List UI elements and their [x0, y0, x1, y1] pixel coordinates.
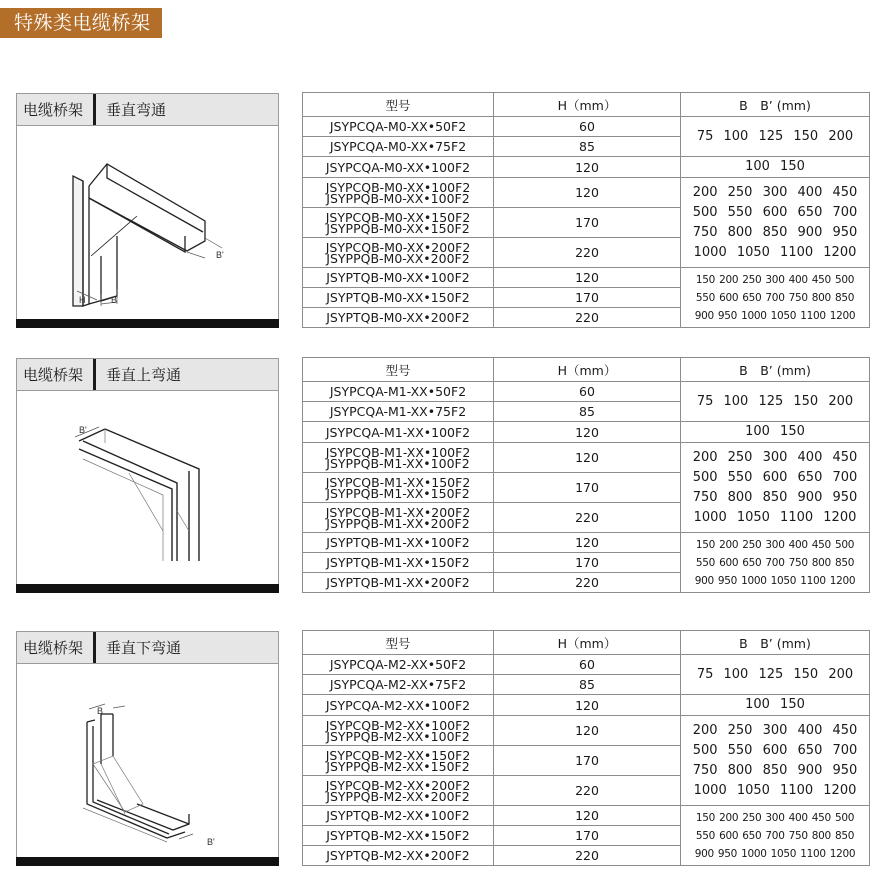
h-cell: 120 — [494, 533, 681, 553]
column-header-model: 型号 — [303, 358, 494, 382]
h-cell: 170 — [494, 473, 681, 503]
product-name: 垂直下弯通 — [106, 639, 182, 657]
product-category: 电缆桥架 — [23, 101, 84, 119]
h-cell: 120 — [494, 443, 681, 473]
model-cell: JSYPTQB-M0-XX•150F2 — [303, 288, 494, 308]
h-cell: 85 — [494, 675, 681, 695]
model-cell: JSYPTQB-M0-XX•100F2 — [303, 268, 494, 288]
card-footer-bar — [16, 319, 279, 328]
model-cell: JSYPCQA-M0-XX•100F2 — [303, 157, 494, 178]
column-header-model: 型号 — [303, 93, 494, 117]
model-cell: JSYPCQB-M0-XX•200F2 JSYPPQB-M0-XX•200F2 — [303, 238, 494, 268]
h-cell: 220 — [494, 776, 681, 806]
page-banner: 特殊类电缆桥架 — [0, 8, 162, 38]
column-header-h: H（mm） — [494, 93, 681, 117]
product-name: 垂直上弯通 — [106, 366, 182, 384]
h-cell: 85 — [494, 402, 681, 422]
table-row — [303, 268, 870, 288]
table-row — [303, 178, 870, 208]
table-row — [303, 695, 870, 716]
model-cell: JSYPCQA-M1-XX•100F2 — [303, 422, 494, 443]
b-values-cell: 150 200 250 300 400 450 500 550 600 650 700 750 800 850 900 950 1000 1050 1100 1200 — [681, 268, 870, 328]
product-category: 电缆桥架 — [23, 366, 84, 384]
column-header-model: 型号 — [303, 631, 494, 655]
header-divider — [93, 359, 96, 390]
b-values-cell: 200 250 300 400 450 500 550 600 650 700 750 800 850 900 950 1000 1050 1100 1200 — [681, 716, 870, 806]
h-cell: 170 — [494, 553, 681, 573]
product-category: 电缆桥架 — [23, 639, 84, 657]
model-cell: JSYPCQA-M2-XX•50F2 — [303, 655, 494, 675]
card-footer-bar — [16, 584, 279, 593]
table-row — [303, 806, 870, 826]
h-cell: 120 — [494, 422, 681, 443]
b-values-cell: 75 100 125 150 200 — [681, 655, 870, 695]
h-cell: 170 — [494, 746, 681, 776]
h-cell: 120 — [494, 806, 681, 826]
product-card-vertical-bend — [16, 93, 279, 328]
model-cell: JSYPCQB-M0-XX•150F2 JSYPPQB-M0-XX•150F2 — [303, 208, 494, 238]
b-values-cell: 150 200 250 300 400 450 500 550 600 650 700 750 800 850 900 950 1000 1050 1100 1200 — [681, 806, 870, 866]
dimension-bprime-label: B' — [216, 250, 224, 260]
model-cell: JSYPCQA-M2-XX•75F2 — [303, 675, 494, 695]
table-row — [303, 716, 870, 746]
dimension-bprime-label: B' — [207, 837, 215, 847]
column-header-h: H（mm） — [494, 631, 681, 655]
h-cell: 220 — [494, 308, 681, 328]
vertical-bend-diagram — [17, 126, 278, 321]
model-cell: JSYPTQB-M2-XX•100F2 — [303, 806, 494, 826]
column-header-b: B B’ (mm) — [681, 358, 870, 382]
model-cell: JSYPCQA-M0-XX•75F2 — [303, 137, 494, 157]
model-cell: JSYPCQB-M1-XX•150F2 JSYPPQB-M1-XX•150F2 — [303, 473, 494, 503]
dimension-bprime-label: B' — [79, 425, 87, 435]
product-card-header — [17, 94, 278, 126]
product-card-header — [17, 359, 278, 391]
h-cell: 60 — [494, 117, 681, 137]
b-values-cell: 200 250 300 400 450 500 550 600 650 700 750 800 850 900 950 1000 1050 1100 1200 — [681, 178, 870, 268]
b-values-cell: 200 250 300 400 450 500 550 600 650 700 750 800 850 900 950 1000 1050 1100 1200 — [681, 443, 870, 533]
header-divider — [93, 94, 96, 125]
model-cell: JSYPTQB-M2-XX•150F2 — [303, 826, 494, 846]
h-cell: 120 — [494, 178, 681, 208]
dimension-b-label: B — [97, 706, 104, 716]
dimension-b-label: B — [111, 295, 118, 305]
model-cell: JSYPCQB-M1-XX•200F2 JSYPPQB-M1-XX•200F2 — [303, 503, 494, 533]
card-footer-bar — [16, 857, 279, 866]
table-row — [303, 157, 870, 178]
table-row — [303, 443, 870, 473]
column-header-b: B B’ (mm) — [681, 631, 870, 655]
h-cell: 220 — [494, 573, 681, 593]
spec-table-vertical-down-bend — [302, 630, 870, 866]
product-card-header — [17, 632, 278, 664]
vertical-down-bend-diagram — [17, 664, 278, 859]
h-cell: 120 — [494, 695, 681, 716]
model-cell: JSYPCQB-M0-XX•100F2 JSYPPQB-M0-XX•100F2 — [303, 178, 494, 208]
h-cell: 85 — [494, 137, 681, 157]
model-cell: JSYPCQB-M1-XX•100F2 JSYPPQB-M1-XX•100F2 — [303, 443, 494, 473]
h-cell: 170 — [494, 208, 681, 238]
b-values-cell: 100 150 — [681, 157, 870, 178]
table-row — [303, 655, 870, 675]
h-cell: 120 — [494, 157, 681, 178]
table-row — [303, 533, 870, 553]
spec-table-vertical-up-bend — [302, 357, 870, 593]
b-values-cell: 75 100 125 150 200 — [681, 117, 870, 157]
h-cell: 220 — [494, 503, 681, 533]
b-values-cell: 100 150 — [681, 695, 870, 716]
model-cell: JSYPCQA-M0-XX•50F2 — [303, 117, 494, 137]
h-cell: 60 — [494, 382, 681, 402]
vertical-up-bend-diagram — [17, 391, 278, 586]
header-divider — [93, 632, 96, 663]
h-cell: 120 — [494, 268, 681, 288]
model-cell: JSYPCQA-M1-XX•75F2 — [303, 402, 494, 422]
model-cell: JSYPTQB-M1-XX•150F2 — [303, 553, 494, 573]
h-cell: 120 — [494, 716, 681, 746]
column-header-h: H（mm） — [494, 358, 681, 382]
table-row — [303, 382, 870, 402]
b-values-cell: 150 200 250 300 400 450 500 550 600 650 700 750 800 850 900 950 1000 1050 1100 1200 — [681, 533, 870, 593]
product-name: 垂直弯通 — [106, 101, 167, 119]
h-cell: 170 — [494, 288, 681, 308]
table-row — [303, 117, 870, 137]
table-row — [303, 422, 870, 443]
h-cell: 60 — [494, 655, 681, 675]
model-cell: JSYPCQA-M2-XX•100F2 — [303, 695, 494, 716]
model-cell: JSYPCQB-M2-XX•100F2 JSYPPQB-M2-XX•100F2 — [303, 716, 494, 746]
model-cell: JSYPTQB-M0-XX•200F2 — [303, 308, 494, 328]
spec-table-vertical-bend — [302, 92, 870, 328]
b-values-cell: 100 150 — [681, 422, 870, 443]
model-cell: JSYPCQA-M1-XX•50F2 — [303, 382, 494, 402]
model-cell: JSYPCQB-M2-XX•150F2 JSYPPQB-M2-XX•150F2 — [303, 746, 494, 776]
model-cell: JSYPTQB-M1-XX•100F2 — [303, 533, 494, 553]
h-cell: 220 — [494, 238, 681, 268]
model-cell: JSYPTQB-M2-XX•200F2 — [303, 846, 494, 866]
h-cell: 170 — [494, 826, 681, 846]
model-cell: JSYPCQB-M2-XX•200F2 JSYPPQB-M2-XX•200F2 — [303, 776, 494, 806]
model-cell: JSYPTQB-M1-XX•200F2 — [303, 573, 494, 593]
b-values-cell: 75 100 125 150 200 — [681, 382, 870, 422]
product-card-vertical-down-bend — [16, 631, 279, 866]
column-header-b: B B’ (mm) — [681, 93, 870, 117]
dimension-h-label: H — [79, 295, 86, 305]
product-card-vertical-up-bend — [16, 358, 279, 593]
h-cell: 220 — [494, 846, 681, 866]
